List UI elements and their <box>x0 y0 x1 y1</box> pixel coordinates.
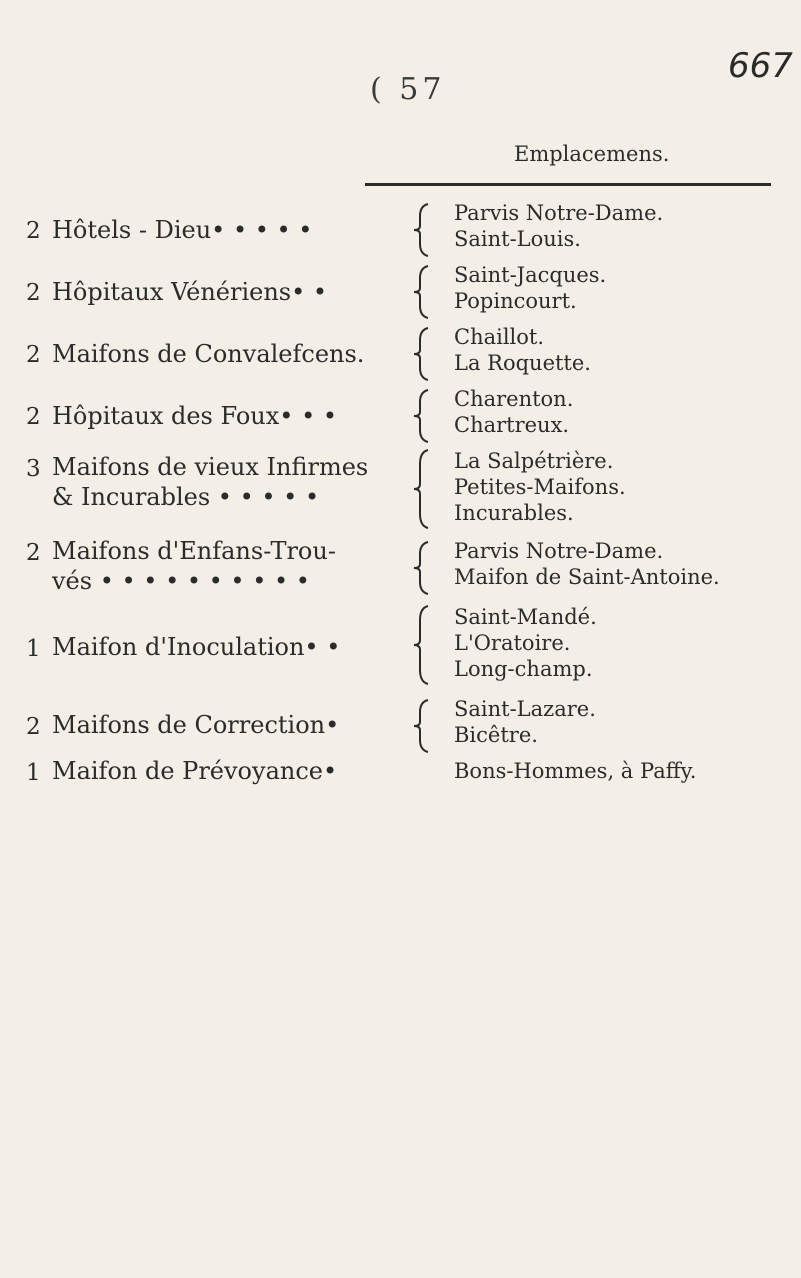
entry-name: Maifon d'Inoculation• • <box>52 633 341 661</box>
brace-icon <box>412 448 432 530</box>
entry-name: Hôpitaux des Foux• • • <box>52 402 338 430</box>
place-line: Petites-Maifons. <box>454 475 626 499</box>
place-line: Saint-Jacques. <box>454 263 607 287</box>
entry-count: 2 <box>26 714 41 740</box>
entry-name: Maifon de Prévoyance• <box>52 757 338 785</box>
brace-icon <box>412 326 432 382</box>
entry-count: 2 <box>26 218 41 244</box>
entry-count: 1 <box>26 760 41 786</box>
entry-places <box>454 758 696 784</box>
place-line: Popincourt. <box>454 289 577 313</box>
place-line: L'Oratoire. <box>454 631 571 655</box>
entry-count: 2 <box>26 280 41 306</box>
place-line: La Roquette. <box>454 351 591 375</box>
place-line: Saint-Lazare. <box>454 697 596 721</box>
entry-name: Maifons de vieux Infirmes & Incurables • • • • • <box>52 453 369 511</box>
place-line: Bons-Hommes, à Paffy. <box>454 759 697 783</box>
place-line: Long-champ. <box>454 657 593 681</box>
place-line: Saint-Louis. <box>454 227 581 251</box>
brace-icon <box>412 202 432 258</box>
entry-places <box>454 200 663 252</box>
entry-name: Hôtels - Dieu• • • • • <box>52 216 313 244</box>
place-line: Parvis Notre-Dame. <box>454 539 664 563</box>
entry-places <box>454 538 720 590</box>
brace-icon <box>412 388 432 444</box>
place-line: Parvis Notre-Dame. <box>454 201 664 225</box>
entry-name: Maifons de Convalefcens. <box>52 340 365 368</box>
folio-handwritten: 667 <box>728 46 793 86</box>
entry-count: 1 <box>26 636 41 662</box>
brace-icon <box>412 698 432 754</box>
entry-count: 2 <box>26 540 41 566</box>
place-line: Bicêtre. <box>454 723 538 747</box>
place-line: Chartreux. <box>454 413 570 437</box>
place-line: Saint-Mandé. <box>454 605 597 629</box>
entry-name: Maifons de Correction• <box>52 711 340 739</box>
entry-count: 3 <box>26 456 41 482</box>
place-line: Charenton. <box>454 387 574 411</box>
brace-icon <box>412 604 432 686</box>
entry-places <box>454 324 591 376</box>
column-header: Emplacemens. <box>514 142 670 166</box>
entry-count: 2 <box>26 404 41 430</box>
entry-places <box>454 386 573 438</box>
entry-count: 2 <box>26 342 41 368</box>
brace-icon <box>412 540 432 596</box>
place-line: La Salpétrière. <box>454 449 614 473</box>
entry-places <box>454 604 597 682</box>
place-line: Incurables. <box>454 501 574 525</box>
place-line: Maifon de Saint-Antoine. <box>454 565 720 589</box>
page-number: ( 57 <box>370 72 446 107</box>
place-line: Chaillot. <box>454 325 545 349</box>
entry-places <box>454 262 606 314</box>
entry-places <box>454 448 626 526</box>
brace-icon <box>412 264 432 320</box>
header-rule <box>365 183 771 186</box>
entry-name: Hôpitaux Vénériens• • <box>52 278 328 306</box>
entry-places <box>454 696 596 748</box>
entry-name: Maifons d'Enfans-Trou- vés • • • • • • • • • • <box>52 537 336 595</box>
